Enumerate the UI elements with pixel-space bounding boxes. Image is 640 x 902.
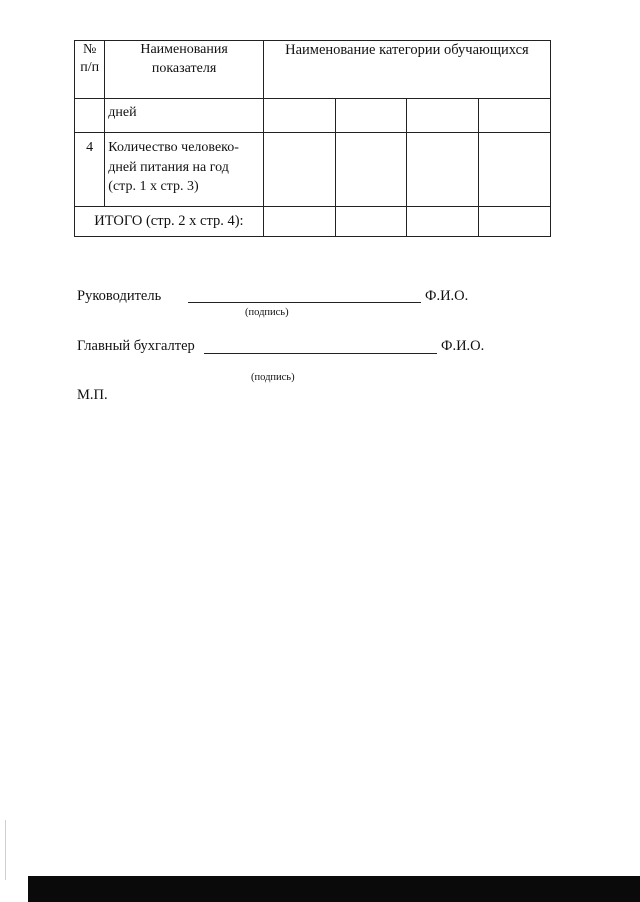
- table-total-row: [75, 207, 551, 237]
- category-value-cell: [479, 133, 551, 207]
- category-value-cell: [335, 133, 407, 207]
- row-indicator-line: (стр. 1 х стр. 3): [108, 179, 199, 195]
- row-indicator-line: Количество человеко-: [108, 140, 239, 155]
- row-indicator-cell: [105, 133, 264, 207]
- accountant-signature-hint: (подпись): [251, 372, 295, 383]
- header-indicator-line-1: Наименования: [140, 42, 228, 57]
- category-value-cell: [263, 133, 335, 207]
- header-indicator-cell: [105, 41, 264, 99]
- stamp-placeholder: М.П.: [77, 387, 108, 403]
- header-indicator-line-2: показателя: [151, 60, 217, 76]
- table-header-row: [75, 41, 551, 99]
- head-signature-line: [188, 302, 421, 303]
- category-value-cell: [407, 133, 479, 207]
- header-number-abbr: п/п: [80, 60, 100, 76]
- total-value-cell: [407, 207, 479, 237]
- scan-bottom-band: [28, 876, 640, 902]
- category-value-cell: [263, 99, 335, 133]
- row-indicator-cell: [105, 99, 264, 133]
- calculation-table: [74, 40, 551, 237]
- category-value-cell: [407, 99, 479, 133]
- row-indicator-line: дней: [108, 105, 137, 120]
- accountant-signature-line: [204, 353, 437, 354]
- accountant-name-placeholder: Ф.И.О.: [441, 338, 485, 354]
- row-number-cell: [75, 99, 105, 133]
- head-name-placeholder: Ф.И.О.: [425, 288, 469, 304]
- header-category-cell: Наименование категории обучающихся: [263, 41, 550, 99]
- head-signature-hint: (подпись): [245, 307, 289, 318]
- table-row: [75, 99, 551, 133]
- scan-margin-line: [5, 820, 6, 880]
- total-value-cell: [335, 207, 407, 237]
- row-indicator-line: дней питания на год: [108, 159, 229, 175]
- table-row: [75, 133, 551, 207]
- head-role-label: Руководитель: [77, 288, 162, 304]
- category-value-cell: [335, 99, 407, 133]
- total-label-cell: ИТОГО (стр. 2 х стр. 4):: [75, 207, 264, 237]
- header-number-symbol: №: [82, 42, 97, 57]
- category-value-cell: [479, 99, 551, 133]
- total-value-cell: [479, 207, 551, 237]
- header-number-cell: [75, 41, 105, 99]
- row-number-cell: 4: [75, 133, 105, 207]
- accountant-role-label: Главный бухгалтер: [77, 338, 195, 354]
- total-value-cell: [263, 207, 335, 237]
